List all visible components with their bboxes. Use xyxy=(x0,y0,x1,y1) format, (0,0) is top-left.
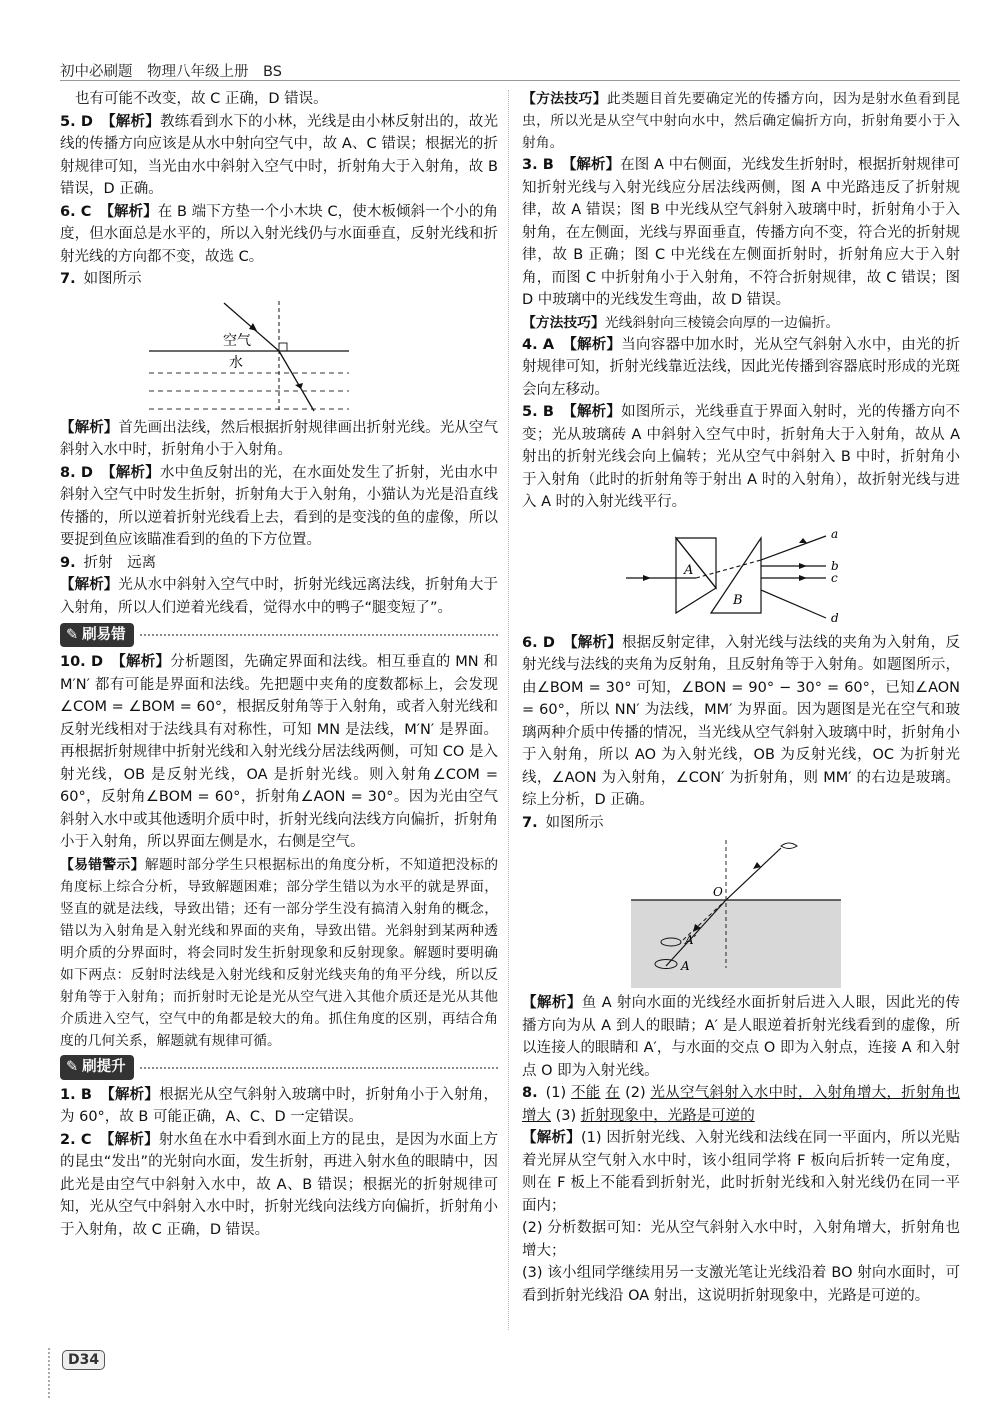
part-label: (2) xyxy=(625,1085,646,1101)
refracted-arrow xyxy=(295,383,303,389)
question-number: 4. A xyxy=(522,336,555,353)
continuation-text: 也有可能不改变，故 C 正确，D 错误。 xyxy=(75,91,328,107)
label-A-prime: A′ xyxy=(685,933,697,947)
label-b: b xyxy=(831,558,839,573)
answer-body: 在 B 端下方垫一个小木块 C，使木板倾斜一个小的角度，但水面总是水平的，所以入射光线仍与水面垂直，反射光线和折射光线的方向都不变，故选 C。 xyxy=(60,203,499,265)
question-number: 10. D xyxy=(60,654,104,670)
answer-q10-left xyxy=(60,651,498,854)
eye-icon xyxy=(781,843,797,849)
analysis-label: 【解析】 xyxy=(99,1131,159,1148)
section-title: 刷易错 xyxy=(82,626,126,643)
analysis-label: 【解析】 xyxy=(561,157,621,173)
answer-body: 射水鱼在水中看到水面上方的昆虫，是因为水面上方的昆虫“发出”的光射向水面，发生折射，再进入射水鱼的眼睛中，因此光是由空气中斜射入水中，故 A、B 错误；根据光的折射规律可知，光从空气中斜射入水中时，折射光线向法线方向偏折，折射角小于入射角，故 C 正确，D 错误。 xyxy=(60,1131,499,1238)
refracted-ray xyxy=(279,351,314,411)
section-dotted-rule xyxy=(140,634,498,636)
ray-arrow xyxy=(643,575,651,581)
fill-answer: 折射现象中，光路是可逆的 xyxy=(580,1107,755,1124)
ray-arrow xyxy=(799,575,807,581)
label-d: d xyxy=(831,610,839,625)
answer-q8-right xyxy=(522,1082,960,1127)
water-label: 水 xyxy=(229,354,243,371)
page-number: D34 xyxy=(62,1350,105,1370)
header-rule xyxy=(60,80,960,81)
method-tip xyxy=(522,88,960,154)
answer-q9-analysis xyxy=(60,574,498,619)
question-number: 7. xyxy=(60,271,76,287)
question-number: 6. D xyxy=(522,634,555,651)
ray-d xyxy=(761,590,826,618)
ray-a xyxy=(761,536,826,560)
answer-body: 教练看到水下的小林，光线是由小林反射出的，故光线的传播方向应该是从水中射向空气中，故 A、C 错误；根据光的折射规律可知，当光由水中斜射入空气中时，折射角大于入射角，故 B 错误，D 正确。 xyxy=(60,113,499,197)
question-number: 9. xyxy=(60,554,76,571)
analysis-label: 【解析】 xyxy=(111,654,171,670)
section-header-yicuo xyxy=(60,622,498,648)
question-number: 7. xyxy=(522,814,538,831)
analysis-body: 光从水中斜射入空气中时，折射光线远离法线，折射角大于入射角，所以人们逆着光线看，觉得水中的鸭子“腿变短了”。 xyxy=(60,577,499,616)
answer-body: 在图 A 中右侧面，光线发生折射时，根据折射规律可知折射光线与入射光线应分居法线两侧，图 A 中光路违反了折射规律，故 A 错误；图 B 中光线从空气斜射入玻璃中时，折射角小于入射角，在左侧面，光线与界面垂直，传播方向不变，符合光的折射规律，故 B 正确；图 C 中光线在左侧面折射时，折射角应大于入射角，而图 C 中折射角小于入射角，不符合折射规律，故 C 错误；图 D 中玻璃中的光线发生弯曲，故 D 错误。 xyxy=(522,157,961,308)
analysis-label: 【解析】 xyxy=(60,419,119,436)
answer-q7-right xyxy=(522,812,960,835)
answer-q3-right xyxy=(522,154,960,312)
warning-label: 【易错警示】 xyxy=(60,856,145,873)
section-badge xyxy=(60,623,134,648)
answer-q7-analysis xyxy=(60,417,498,462)
question-number: 6. C xyxy=(60,203,92,220)
section-dotted-rule xyxy=(140,1067,498,1069)
answer-q7-left xyxy=(60,268,498,291)
air-label: 空气 xyxy=(223,332,251,349)
answer-fill: 折射 远离 xyxy=(83,554,157,571)
tip-body: 光线斜射向三棱镜会向厚的一边偏折。 xyxy=(604,314,840,331)
answer-q8-analysis-2: (2) 分析数据可知：光从空气斜射入水中时，入射角增大，折射角也增大； xyxy=(522,1220,960,1259)
answer-body: 当向容器中加水时，光从空气斜射入水中，由光的折射规律可知，折射光线靠近法线，因此光传播到容器底时形成的光斑会向左移动。 xyxy=(522,336,961,398)
refraction-air-water-figure xyxy=(129,295,429,413)
answer-q8-analysis-3: (3) 该小组同学继续用另一支激光笔让光线沿着 BO 射向水面时，可看到折射光线沿 OA 射出，这说明折射现象中，光路是可逆的。 xyxy=(522,1265,960,1304)
fish-refraction-figure xyxy=(631,838,851,988)
answer-q5-right xyxy=(522,401,960,514)
answer-q6-left xyxy=(60,201,498,269)
prism-a-bottom xyxy=(676,538,716,613)
label-O: O xyxy=(713,885,723,899)
deviated-ray-dashed xyxy=(696,560,761,578)
running-header: 初中必刷题 物理八年级上册 BS xyxy=(60,64,282,80)
question-number: 8. D xyxy=(60,464,93,481)
ray-arrow xyxy=(799,538,807,543)
analysis-label: 【解析】 xyxy=(60,577,119,593)
answer-body: 如图所示 xyxy=(545,814,604,831)
answer-q9-left xyxy=(60,552,498,575)
tip-label: 【方法技巧】 xyxy=(522,91,607,107)
analysis-label: 【解析】 xyxy=(100,464,160,481)
answer-body: 分析题图，先确定界面和法线。相互垂直的 MN 和 M′N′ 都有可能是界面和法线。先把题中夹角的度数都标上，会发现∠COM = ∠BOM = 60°，根据反射角等于入射角，或者入射光线和反射光线相对于法线具有对称性，可知 MN 是法线，M′N′ 是界面。再根据折射规律中折射光线和入射光线分居法线两侧，可知 CO 是入射光线，OB 是反射光线，OA 是折射光线。则入射角∠COM = 60°，反射角∠BOM = 60°，折射角∠AON = 30°。因为光由空气斜射入水中或其他透明介质中时，折射光线向法线方向偏折，折射角小于入射角，所以界面左侧是水，右侧是空气。 xyxy=(60,654,499,850)
question-number: 5. B xyxy=(522,404,554,420)
prism-figure xyxy=(621,518,861,628)
label-c: c xyxy=(831,570,838,585)
question-number: 5. D xyxy=(60,113,93,130)
method-tip xyxy=(522,312,960,334)
answer-q6-right xyxy=(522,632,960,812)
question-number: 3. B xyxy=(522,157,554,173)
fill-answer: 不能 xyxy=(571,1085,601,1101)
analysis-label: 【解析】 xyxy=(562,634,622,651)
section-title: 刷提升 xyxy=(82,1059,126,1076)
answer-body: 如图所示，光线垂直于界面入射时，光的传播方向不变；光从玻璃砖 A 中斜射入空气中时，折射角大于入射角，故从 A 射出的折射光线会向上偏转；光从空气中斜射入 B 中时，折射角小于入射角（此时的折射角等于射出 A 时的入射角），故折射光线与进入 A 时的入射光线平行。 xyxy=(522,404,961,510)
analysis-body: (1) 因折射光线、入射光线和法线在同一平面内，所以光贴着光屏从空气射入水中时，该小组同学将 F 板向后折转一定角度，则在 F 板上不能看到折射光，此时折射光线和入射光线仍在同一平面内； xyxy=(522,1130,960,1214)
refracted-ray xyxy=(726,848,781,900)
fill-answer: 在 xyxy=(605,1085,621,1101)
label-A: A xyxy=(681,959,690,973)
warning-body: 解题时部分学生只根据标出的角度分析，不知道把没标的角度标上综合分析，导致解题困难；部分学生错以为水平的就是界面，竖直的就是法线，导致出错；还有一部分学生没有搞清入射角的概念，错以为入射角是入射光线和界面的夹角，导致出错。光斜射到某两种透明介质的分界面时，将会同时发生折射现象和反射现象。解题时要明确如下两点：反射时法线是入射光线和反射光线夹角的角平分线，所以反射角等于入射角；而折射时无论是光从空气进入其他介质还是光从其他介质进入空气，空气中的角都是较大的角。抓住角度的区别，再结合角度的几何关系，解题就有规律可循。 xyxy=(60,856,499,1049)
analysis-label: 【解析】 xyxy=(100,113,160,130)
answer-q4-right xyxy=(522,334,960,402)
part-label: (1) xyxy=(545,1085,567,1101)
fill-answer: 光从空气斜射入水中时，入射角增大，折射角也增大 xyxy=(522,1085,961,1124)
column-divider xyxy=(508,90,509,1330)
question-number: 1. B xyxy=(60,1086,92,1103)
answer-q2-left xyxy=(60,1129,498,1242)
section-badge xyxy=(60,1055,134,1080)
analysis-label: 【解析】 xyxy=(562,336,622,353)
ray-arrow xyxy=(799,563,807,569)
question-number: 2. C xyxy=(60,1131,92,1148)
answer-body: 根据反射定律，入射光线与法线的夹角为入射角，反射光线与法线的夹角为反射角，且反射角等于入射角。如题图所示，由∠BOM = 30° 可知，∠BON = 90° − 30° = 60°，已知∠AON = 60°，所以 NN′ 为法线，MM′ 为界面。因为题图是光在空气和玻璃两种介质中传播的情况，当光线从空气斜射入玻璃中时，折射角小于入射角，所以 AO 为入射光线，OB 为反射光线，OC 为折射光线，∠AON 为入射角，∠CON′ 为折射角，则 MM′ 的右边是玻璃。综上分析，D 正确。 xyxy=(522,634,961,808)
brush-icon: ✎ xyxy=(66,626,79,643)
tip-label: 【方法技巧】 xyxy=(522,314,605,331)
analysis-body: 鱼 A 射向水面的光线经水面折射后进入人眼，因此光的传播方向为从 A 到人的眼睛；A′ 是人眼逆着折射光线看到的虚像，所以连接人的眼睛和 A′，与水面的交点 O 即为入射点，连接 A 和入射点 O 即为入射光线。 xyxy=(522,995,961,1079)
answer-q7-analysis xyxy=(522,992,960,1082)
answer-q5-left xyxy=(60,111,498,201)
label-a: a xyxy=(831,526,839,541)
footer-dotted-rule xyxy=(48,1348,50,1398)
analysis-label: 【解析】 xyxy=(99,1086,160,1103)
part-label: (3) xyxy=(555,1107,577,1124)
incident-arrow xyxy=(249,323,257,331)
analysis-body: 首先画出法线，然后根据折射规律画出折射光线。光从空气斜射入水中时，折射角小于入射角。 xyxy=(60,419,499,458)
answer-body: 水中鱼反射出的光，在水面处发生了折射，光由水中斜射入空气中时发生折射，折射角大于入射角，小猫认为光是沿直线传播的，所以逆着折射光线看上去，看到的是变浅的鱼的虚像，所以要捉到鱼应该瞄准看到的鱼的下方位置。 xyxy=(60,464,499,548)
right-angle-mark xyxy=(279,343,287,351)
answer-body: 根据光从空气斜射入玻璃中时，折射角小于入射角，为 60°，故 B 可能正确，A、C、D 一定错误。 xyxy=(60,1086,499,1125)
label-A: A xyxy=(684,562,694,578)
answer-q8-analysis xyxy=(522,1127,960,1217)
section-header-tisheng xyxy=(60,1055,498,1081)
analysis-label: 【解析】 xyxy=(99,203,158,220)
question-number: 8. xyxy=(522,1085,538,1101)
answer-body: 如图所示 xyxy=(83,271,142,287)
tip-body: 此类题目首先要确定光的传播方向，因为是射水鱼看到昆虫，所以光是从空气中射向水中，然后确定偏折方向，折射角要小于入射角。 xyxy=(522,91,961,151)
answer-q1-left xyxy=(60,1084,498,1129)
analysis-label: 【解析】 xyxy=(522,1130,581,1146)
brush-icon: ✎ xyxy=(66,1059,79,1076)
analysis-label: 【解析】 xyxy=(522,995,582,1011)
analysis-label: 【解析】 xyxy=(561,404,622,420)
right-column xyxy=(522,88,960,1307)
label-B: B xyxy=(733,592,743,608)
mistake-warning xyxy=(60,854,498,1052)
left-column xyxy=(60,88,498,1241)
answer-q8-left xyxy=(60,462,498,552)
